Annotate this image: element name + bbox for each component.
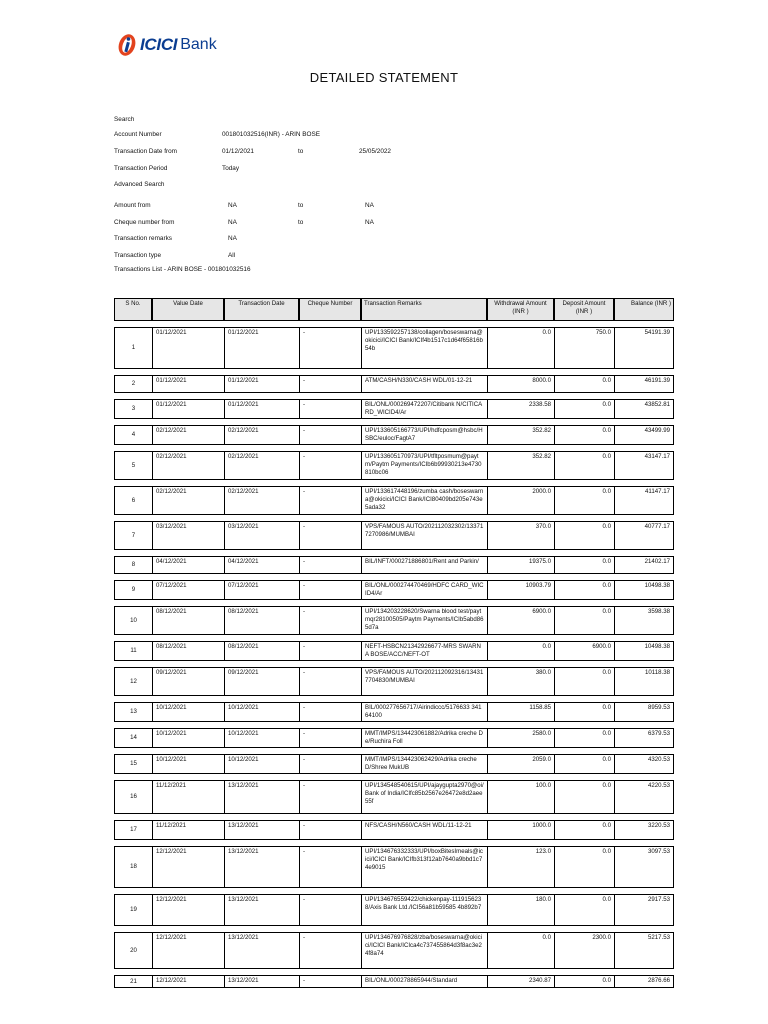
cell-cheque: - bbox=[299, 641, 361, 661]
cell-withdrawal: 2340.87 bbox=[487, 975, 554, 988]
table-row bbox=[114, 754, 674, 774]
cell-cheque: - bbox=[299, 580, 361, 600]
cell-cheque: - bbox=[299, 425, 361, 445]
table-row bbox=[114, 606, 674, 635]
amount-to-label: to bbox=[298, 202, 304, 209]
page-title: DETAILED STATEMENT bbox=[309, 70, 459, 85]
date-to-label: to bbox=[298, 148, 304, 155]
col-header: Withdrawal Amount (INR ) bbox=[487, 298, 554, 321]
cell-deposit: 0.0 bbox=[554, 846, 614, 888]
table-row bbox=[114, 667, 674, 696]
table-row bbox=[114, 521, 674, 550]
date-to-value: 25/05/2022 bbox=[359, 148, 391, 155]
cell-remarks: ATM/CASH/N330/CASH WDL/01-12-21 bbox=[361, 375, 487, 393]
date-from-value: 01/12/2021 bbox=[222, 148, 254, 155]
cell-sno: 5 bbox=[114, 451, 152, 480]
cell-balance: 10498.38 bbox=[614, 580, 674, 600]
cell-withdrawal: 6900.0 bbox=[487, 606, 554, 635]
cell-sno: 18 bbox=[114, 846, 152, 888]
table-row bbox=[114, 641, 674, 661]
cell-remarks: NFS/CASH/N560/CASH WDL/11-12-21 bbox=[361, 820, 487, 840]
transactions-list-label: Transactions List - ARIN BOSE - 001801032516 bbox=[114, 266, 251, 273]
cell-balance: 43147.17 bbox=[614, 451, 674, 480]
cell-txn-date: 02/12/2021 bbox=[224, 425, 299, 445]
cell-withdrawal: 352.82 bbox=[487, 425, 554, 445]
table-row bbox=[114, 580, 674, 600]
cell-cheque: - bbox=[299, 820, 361, 840]
table-row bbox=[114, 894, 674, 926]
col-header: Cheque Number bbox=[299, 298, 361, 321]
cell-remarks: UPI/133617448196/zumba cash/boseswarna@okicici/ICICI Bank/ICI80409bd205e743e5ada32 bbox=[361, 486, 487, 515]
cell-deposit: 750.0 bbox=[554, 327, 614, 369]
cell-txn-date: 07/12/2021 bbox=[224, 580, 299, 600]
cell-withdrawal: 123.0 bbox=[487, 846, 554, 888]
cell-sno: 12 bbox=[114, 667, 152, 696]
cell-sno: 11 bbox=[114, 641, 152, 661]
cell-sno: 20 bbox=[114, 932, 152, 969]
cell-cheque: - bbox=[299, 846, 361, 888]
cell-deposit: 0.0 bbox=[554, 894, 614, 926]
cell-sno: 9 bbox=[114, 580, 152, 600]
cell-remarks: MMT/IMPS/134423062429/Adrika creche D/Shree MukUB bbox=[361, 754, 487, 774]
remarks-label: Transaction remarks bbox=[114, 235, 173, 242]
cell-deposit: 0.0 bbox=[554, 820, 614, 840]
remarks-value: NA bbox=[228, 235, 237, 242]
cell-deposit: 0.0 bbox=[554, 780, 614, 814]
table-row bbox=[114, 780, 674, 814]
cell-txn-date: 13/12/2021 bbox=[224, 975, 299, 988]
cell-balance: 10498.38 bbox=[614, 641, 674, 661]
cell-sno: 6 bbox=[114, 486, 152, 515]
cell-txn-date: 04/12/2021 bbox=[224, 556, 299, 574]
cell-sno: 16 bbox=[114, 780, 152, 814]
cell-cheque: - bbox=[299, 451, 361, 480]
bank-logo bbox=[116, 30, 217, 60]
col-header: Value Date bbox=[152, 298, 224, 321]
cell-cheque: - bbox=[299, 894, 361, 926]
amount-to-value: NA bbox=[365, 202, 374, 209]
cell-txn-date: 09/12/2021 bbox=[224, 667, 299, 696]
cell-cheque: - bbox=[299, 667, 361, 696]
cell-txn-date: 10/12/2021 bbox=[224, 728, 299, 748]
cheque-to-value: NA bbox=[365, 219, 374, 226]
cell-txn-date: 01/12/2021 bbox=[224, 375, 299, 393]
cell-value-date: 10/12/2021 bbox=[152, 754, 224, 774]
cell-balance: 3598.38 bbox=[614, 606, 674, 635]
cell-remarks: BIL/ONL/000278865944/Standard bbox=[361, 975, 487, 988]
cell-txn-date: 13/12/2021 bbox=[224, 780, 299, 814]
cell-value-date: 10/12/2021 bbox=[152, 702, 224, 722]
cell-txn-date: 08/12/2021 bbox=[224, 606, 299, 635]
cell-withdrawal: 0.0 bbox=[487, 327, 554, 369]
cell-balance: 46191.39 bbox=[614, 375, 674, 393]
cell-sno: 8 bbox=[114, 556, 152, 574]
cell-value-date: 01/12/2021 bbox=[152, 327, 224, 369]
col-header: Balance (INR ) bbox=[614, 298, 674, 321]
cell-sno: 13 bbox=[114, 702, 152, 722]
cell-deposit: 0.0 bbox=[554, 521, 614, 550]
type-label: Transaction type bbox=[114, 252, 162, 259]
cell-txn-date: 13/12/2021 bbox=[224, 820, 299, 840]
table-header-row bbox=[114, 298, 674, 321]
cell-withdrawal: 1158.85 bbox=[487, 702, 554, 722]
amount-from-label: Amount from bbox=[114, 202, 151, 209]
cell-cheque: - bbox=[299, 327, 361, 369]
cell-value-date: 02/12/2021 bbox=[152, 486, 224, 515]
cell-deposit: 0.0 bbox=[554, 728, 614, 748]
cell-sno: 2 bbox=[114, 375, 152, 393]
cheque-to-label: to bbox=[298, 219, 304, 226]
cell-withdrawal: 10903.79 bbox=[487, 580, 554, 600]
cheque-from-label: Cheque number from bbox=[114, 219, 175, 226]
cell-cheque: - bbox=[299, 556, 361, 574]
cell-withdrawal: 1000.0 bbox=[487, 820, 554, 840]
cell-remarks: UPI/134203228620/Swarna blood test/paytmqr28100505/Paytm Payments/ICIb5abd865d7a bbox=[361, 606, 487, 635]
cell-remarks: VPS/FAMOUS AUTO/202112092316/134317704830/MUMBAI bbox=[361, 667, 487, 696]
col-header: Deposit Amount (INR ) bbox=[554, 298, 614, 321]
cell-deposit: 0.0 bbox=[554, 425, 614, 445]
cell-value-date: 07/12/2021 bbox=[152, 580, 224, 600]
cell-remarks: UPI/134676559422/chickenpay-1119156238/Axis Bank Ltd./ICI56a81b59585 4b892b7 bbox=[361, 894, 487, 926]
table-row bbox=[114, 556, 674, 574]
cell-cheque: - bbox=[299, 606, 361, 635]
cell-value-date: 03/12/2021 bbox=[152, 521, 224, 550]
table-row bbox=[114, 702, 674, 722]
cell-deposit: 0.0 bbox=[554, 486, 614, 515]
cell-remarks: UPI/134676976828/zba/boseswarna@okicici/ICICI Bank/ICIca4c737455864d3f8ac3e24f8a74 bbox=[361, 932, 487, 969]
cell-value-date: 11/12/2021 bbox=[152, 820, 224, 840]
cell-balance: 5217.53 bbox=[614, 932, 674, 969]
cell-value-date: 04/12/2021 bbox=[152, 556, 224, 574]
cell-value-date: 01/12/2021 bbox=[152, 399, 224, 419]
table-row bbox=[114, 451, 674, 480]
cell-sno: 19 bbox=[114, 894, 152, 926]
cell-txn-date: 10/12/2021 bbox=[224, 702, 299, 722]
cell-deposit: 0.0 bbox=[554, 451, 614, 480]
cell-balance: 10118.38 bbox=[614, 667, 674, 696]
cell-cheque: - bbox=[299, 975, 361, 988]
cell-remarks: BIL/ONL/000269472207/Citibank N/CITICARD_WICID4/Ar bbox=[361, 399, 487, 419]
cell-txn-date: 03/12/2021 bbox=[224, 521, 299, 550]
cell-sno: 14 bbox=[114, 728, 152, 748]
cell-remarks: NEFT-HSBCN21342926677-MRS SWARNA BOSE/ACC/NEFT-OT bbox=[361, 641, 487, 661]
cheque-from-value: NA bbox=[228, 219, 237, 226]
cell-balance: 4320.53 bbox=[614, 754, 674, 774]
cell-value-date: 01/12/2021 bbox=[152, 375, 224, 393]
cell-cheque: - bbox=[299, 399, 361, 419]
cell-balance: 2917.53 bbox=[614, 894, 674, 926]
type-value: All bbox=[228, 252, 236, 259]
cell-deposit: 0.0 bbox=[554, 375, 614, 393]
cell-withdrawal: 2580.0 bbox=[487, 728, 554, 748]
transactions-table bbox=[114, 298, 674, 988]
cell-deposit: 0.0 bbox=[554, 667, 614, 696]
cell-value-date: 11/12/2021 bbox=[152, 780, 224, 814]
search-heading: Search bbox=[114, 116, 135, 123]
icici-logo-icon bbox=[116, 32, 138, 58]
col-header: Transaction Date bbox=[224, 298, 299, 321]
cell-withdrawal: 380.0 bbox=[487, 667, 554, 696]
cell-value-date: 08/12/2021 bbox=[152, 606, 224, 635]
cell-remarks: UPI/133605166773/UPI/hdfcposm@hsbc/HSBC/euloc/FagtA7 bbox=[361, 425, 487, 445]
cell-withdrawal: 0.0 bbox=[487, 932, 554, 969]
col-header: Transaction Remarks bbox=[361, 298, 487, 321]
cell-withdrawal: 180.0 bbox=[487, 894, 554, 926]
date-from-label: Transaction Date from bbox=[114, 148, 177, 155]
cell-withdrawal: 8000.0 bbox=[487, 375, 554, 393]
cell-value-date: 12/12/2021 bbox=[152, 932, 224, 969]
cell-value-date: 02/12/2021 bbox=[152, 425, 224, 445]
cell-sno: 4 bbox=[114, 425, 152, 445]
cell-balance: 4220.53 bbox=[614, 780, 674, 814]
cell-remarks: UPI/133605170973/UPI/tfltposmum@paytm/Paytm Payments/ICIb6b99930213e4730810bc06 bbox=[361, 451, 487, 480]
cell-withdrawal: 352.82 bbox=[487, 451, 554, 480]
cell-cheque: - bbox=[299, 521, 361, 550]
cell-value-date: 12/12/2021 bbox=[152, 975, 224, 988]
cell-txn-date: 02/12/2021 bbox=[224, 486, 299, 515]
cell-txn-date: 01/12/2021 bbox=[224, 399, 299, 419]
cell-sno: 17 bbox=[114, 820, 152, 840]
cell-txn-date: 08/12/2021 bbox=[224, 641, 299, 661]
cell-sno: 3 bbox=[114, 399, 152, 419]
cell-sno: 15 bbox=[114, 754, 152, 774]
cell-deposit: 0.0 bbox=[554, 702, 614, 722]
cell-value-date: 02/12/2021 bbox=[152, 451, 224, 480]
cell-value-date: 12/12/2021 bbox=[152, 894, 224, 926]
cell-withdrawal: 0.0 bbox=[487, 641, 554, 661]
table-row bbox=[114, 728, 674, 748]
cell-withdrawal: 370.0 bbox=[487, 521, 554, 550]
cell-remarks: UPI/134548540615/UPI/ajaygupta2970@oi/Bank of India/ICIfc85b2567e26472e8d2aee55f bbox=[361, 780, 487, 814]
cell-sno: 10 bbox=[114, 606, 152, 635]
cell-deposit: 0.0 bbox=[554, 399, 614, 419]
table-row bbox=[114, 846, 674, 888]
cell-value-date: 10/12/2021 bbox=[152, 728, 224, 748]
cell-balance: 41147.17 bbox=[614, 486, 674, 515]
table-row bbox=[114, 327, 674, 369]
period-label: Transaction Period bbox=[114, 165, 168, 172]
cell-deposit: 6900.0 bbox=[554, 641, 614, 661]
cell-value-date: 12/12/2021 bbox=[152, 846, 224, 888]
cell-balance: 54191.39 bbox=[614, 327, 674, 369]
cell-remarks: BIL/ONL/000274470469/HDFC CARD_WICID4/Ar bbox=[361, 580, 487, 600]
cell-txn-date: 01/12/2021 bbox=[224, 327, 299, 369]
table-row bbox=[114, 375, 674, 393]
cell-withdrawal: 2059.0 bbox=[487, 754, 554, 774]
cell-remarks: BIL/000277656717/Airindiccc/5176633 34164100 bbox=[361, 702, 487, 722]
table-row bbox=[114, 486, 674, 515]
cell-balance: 6379.53 bbox=[614, 728, 674, 748]
cell-cheque: - bbox=[299, 728, 361, 748]
cell-remarks: MMT/IMPS/134423061882/Adrika creche De/Ruchira Foll bbox=[361, 728, 487, 748]
account-number-value: 001801032516(INR) - ARIN BOSE bbox=[222, 131, 321, 138]
cell-deposit: 0.0 bbox=[554, 975, 614, 988]
cell-deposit: 0.0 bbox=[554, 556, 614, 574]
table-row bbox=[114, 975, 674, 988]
amount-from-value: NA bbox=[228, 202, 237, 209]
cell-balance: 3097.53 bbox=[614, 846, 674, 888]
cell-balance: 43499.99 bbox=[614, 425, 674, 445]
cell-balance: 8959.53 bbox=[614, 702, 674, 722]
cell-balance: 21402.17 bbox=[614, 556, 674, 574]
cell-remarks: BIL/INFT/000271886801/Rent and Parkin/ bbox=[361, 556, 487, 574]
cell-withdrawal: 2338.58 bbox=[487, 399, 554, 419]
cell-withdrawal: 2000.0 bbox=[487, 486, 554, 515]
table-row bbox=[114, 425, 674, 445]
cell-value-date: 09/12/2021 bbox=[152, 667, 224, 696]
cell-withdrawal: 100.0 bbox=[487, 780, 554, 814]
period-value: Today bbox=[222, 165, 240, 172]
cell-withdrawal: 19375.0 bbox=[487, 556, 554, 574]
cell-cheque: - bbox=[299, 932, 361, 969]
table-row bbox=[114, 820, 674, 840]
advanced-search-heading: Advanced Search bbox=[114, 181, 165, 188]
cell-txn-date: 13/12/2021 bbox=[224, 894, 299, 926]
table-row bbox=[114, 399, 674, 419]
cell-remarks: VPS/FAMOUS AUTO/202112032302/133717270986/MUMBAI bbox=[361, 521, 487, 550]
cell-sno: 1 bbox=[114, 327, 152, 369]
cell-deposit: 2300.0 bbox=[554, 932, 614, 969]
cell-txn-date: 02/12/2021 bbox=[224, 451, 299, 480]
cell-deposit: 0.0 bbox=[554, 580, 614, 600]
cell-value-date: 08/12/2021 bbox=[152, 641, 224, 661]
cell-txn-date: 13/12/2021 bbox=[224, 846, 299, 888]
cell-balance: 3220.53 bbox=[614, 820, 674, 840]
cell-balance: 43852.81 bbox=[614, 399, 674, 419]
cell-txn-date: 10/12/2021 bbox=[224, 754, 299, 774]
cell-sno: 21 bbox=[114, 975, 152, 988]
cell-sno: 7 bbox=[114, 521, 152, 550]
col-header: S No. bbox=[114, 298, 152, 321]
cell-cheque: - bbox=[299, 486, 361, 515]
table-row bbox=[114, 932, 674, 969]
bank-name-bold: ICICI bbox=[140, 35, 178, 54]
cell-remarks: UPI/134676332333/UPI/boxBitesImeals@icici/ICICI Bank/ICIfb313f12ab7640a9bbd1c74e9015 bbox=[361, 846, 487, 888]
cell-balance: 40777.17 bbox=[614, 521, 674, 550]
cell-txn-date: 13/12/2021 bbox=[224, 932, 299, 969]
cell-cheque: - bbox=[299, 780, 361, 814]
cell-cheque: - bbox=[299, 375, 361, 393]
bank-name-rest: Bank bbox=[180, 36, 217, 53]
cell-deposit: 0.0 bbox=[554, 754, 614, 774]
cell-deposit: 0.0 bbox=[554, 606, 614, 635]
cell-balance: 2876.66 bbox=[614, 975, 674, 988]
cell-cheque: - bbox=[299, 754, 361, 774]
cell-remarks: UPI/133592257138/collagen/boseswarna@okicici/ICICI Bank/ICIf4b1517c1d64f65816b54b bbox=[361, 327, 487, 369]
cell-cheque: - bbox=[299, 702, 361, 722]
account-number-label: Account Number bbox=[114, 131, 162, 138]
